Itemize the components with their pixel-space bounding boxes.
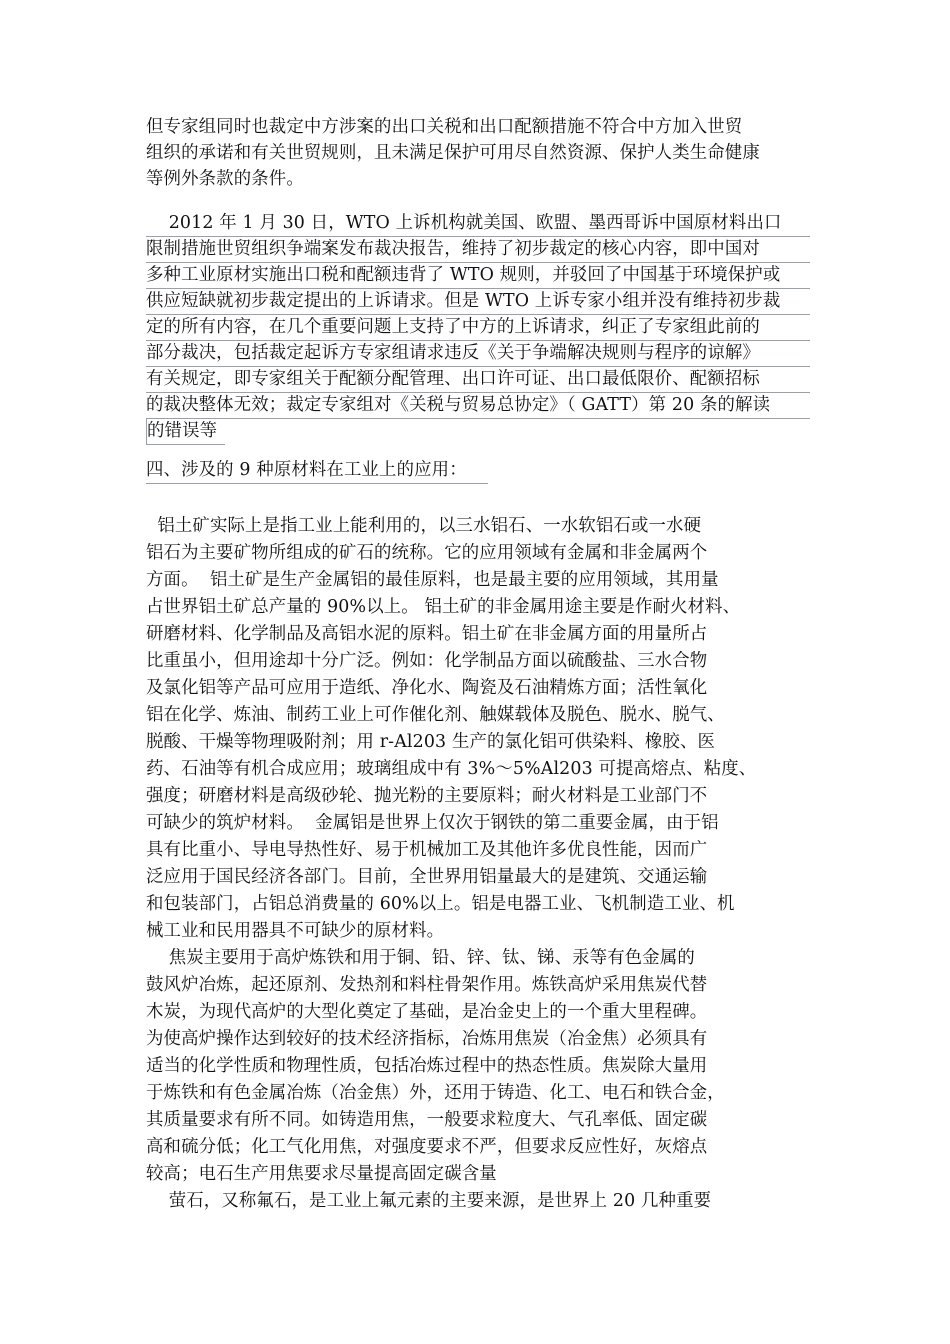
bauxite-line: 药、石油等有机合成应用；玻璃组成中有 3%～5%Al203 可提高熔点、粘度、 bbox=[146, 759, 757, 779]
appeal-line: 的错误等 bbox=[146, 418, 225, 445]
bauxite-line: 强度；研磨材料是高级砂轮、抛光粉的主要原料；耐火材料是工业部门不 bbox=[146, 786, 708, 806]
bauxite-line: 脱酸、干燥等物理吸附剂；用 r-Al203 生产的氯化铝可供染料、橡胶、医 bbox=[146, 732, 716, 752]
bauxite-line: 铝土矿实际上是指工业上能利用的，以三水铝石、一水软铝石或一水硬 bbox=[146, 516, 702, 536]
bauxite-line: 械工业和民用器具不可缺少的原材料。 bbox=[146, 921, 445, 941]
appeal-line: 限制措施世贸组织争端案发布裁决报告，维持了初步裁定的核心内容，即中国对 bbox=[146, 236, 810, 263]
coke-line: 其质量要求有所不同。如铸造用焦，一般要求粒度大、气孔率低、固定碳 bbox=[146, 1110, 708, 1130]
coke-line: 鼓风炉冶炼，起还原剂、发热剂和料柱骨架作用。炼铁高炉采用焦炭代替 bbox=[146, 975, 708, 995]
appeal-line: 的裁决整体无效；裁定专家组对《关税与贸易总协定》（ GATT）第 20 条的解读 bbox=[146, 392, 810, 419]
bauxite-line: 及氯化铝等产品可应用于造纸、净化水、陶瓷及石油精炼方面；活性氧化 bbox=[146, 678, 708, 698]
bauxite-line: 方面。 铝土矿是生产金属铝的最佳原料，也是最主要的应用领域，其用量 bbox=[146, 570, 719, 590]
appeal-line: 部分裁决，包括裁定起诉方专家组请求违反《关于争端解决规则与程序的谅解》 bbox=[146, 340, 810, 367]
bauxite-line: 和包装部门，占铝总消费量的 60%以上。铝是电器工业、飞机制造工业、机 bbox=[146, 894, 735, 914]
appeal-line: 多种工业原材实施出口税和配额违背了 WTO 规则，并驳回了中国基于环境保护或 bbox=[146, 262, 810, 289]
coke-line: 较高；电石生产用焦要求尽量提高固定碳含量 bbox=[146, 1164, 497, 1184]
coke-line: 木炭，为现代高炉的大型化奠定了基础，是冶金史上的一个重大里程碑。 bbox=[146, 1002, 708, 1022]
coke-line: 适当的化学性质和物理性质，包括冶炼过程中的热态性质。焦炭除大量用 bbox=[146, 1056, 708, 1076]
bauxite-line: 比重虽小，但用途却十分广泛。例如：化学制品方面以硫酸盐、三水合物 bbox=[146, 651, 708, 671]
fluorite-line: 萤石，又称氟石，是工业上氟元素的主要来源，是世界上 20 几种重要 bbox=[146, 1191, 712, 1211]
appeal-line: 2012 年 1 月 30 日，WTO 上诉机构就美国、欧盟、墨西哥诉中国原材料出口 bbox=[146, 210, 810, 237]
appeal-line: 有关规定，即专家组关于配额分配管理、出口许可证、出口最低限价、配额招标 bbox=[146, 366, 810, 393]
bauxite-line: 可缺少的筑炉材料。 金属铝是世界上仅次于钢铁的第二重要金属，由于铝 bbox=[146, 813, 719, 833]
appeal-line: 供应短缺就初步裁定提出的上诉请求。但是 WTO 上诉专家小组并没有维持初步裁 bbox=[146, 288, 810, 315]
bauxite-line: 铝石为主要矿物所组成的矿石的统称。它的应用领域有金属和非金属两个 bbox=[146, 543, 708, 563]
intro-line: 组织的承诺和有关世贸规则，且未满足保护可用尽自然资源、保护人类生命健康 bbox=[146, 143, 760, 163]
intro-line: 但专家组同时也裁定中方涉案的出口关税和出口配额措施不符合中方加入世贸 bbox=[146, 117, 743, 137]
intro-line: 等例外条款的条件。 bbox=[146, 169, 304, 189]
bauxite-line: 具有比重小、导电导热性好、易于机械加工及其他许多优良性能，因而广 bbox=[146, 840, 708, 860]
coke-line: 为使高炉操作达到较好的技术经济指标，冶炼用焦炭（冶金焦）必须具有 bbox=[146, 1029, 708, 1049]
section-heading: 四、涉及的 9 种原材料在工业上的应用： bbox=[146, 457, 488, 484]
bauxite-line: 研磨材料、化学制品及高铝水泥的原料。铝土矿在非金属方面的用量所占 bbox=[146, 624, 708, 644]
bauxite-line: 占世界铝土矿总产量的 90%以上。 铝土矿的非金属用途主要是作耐火材料、 bbox=[146, 597, 741, 617]
coke-line: 焦炭主要用于高炉炼铁和用于铜、铅、锌、钛、锑、汞等有色金属的 bbox=[146, 948, 695, 968]
appeal-line: 定的所有内容，在几个重要问题上支持了中方的上诉请求，纠正了专家组此前的 bbox=[146, 314, 810, 341]
coke-line: 高和硫分低；化工气化用焦，对强度要求不严，但要求反应性好，灰熔点 bbox=[146, 1137, 708, 1157]
bauxite-line: 铝在化学、炼油、制药工业上可作催化剂、触媒载体及脱色、脱水、脱气、 bbox=[146, 705, 725, 725]
coke-line: 于炼铁和有色金属冶炼（冶金焦）外，还用于铸造、化工、电石和铁合金， bbox=[146, 1083, 725, 1103]
bauxite-line: 泛应用于国民经济各部门。目前，全世界用铝量最大的是建筑、交通运输 bbox=[146, 867, 708, 887]
